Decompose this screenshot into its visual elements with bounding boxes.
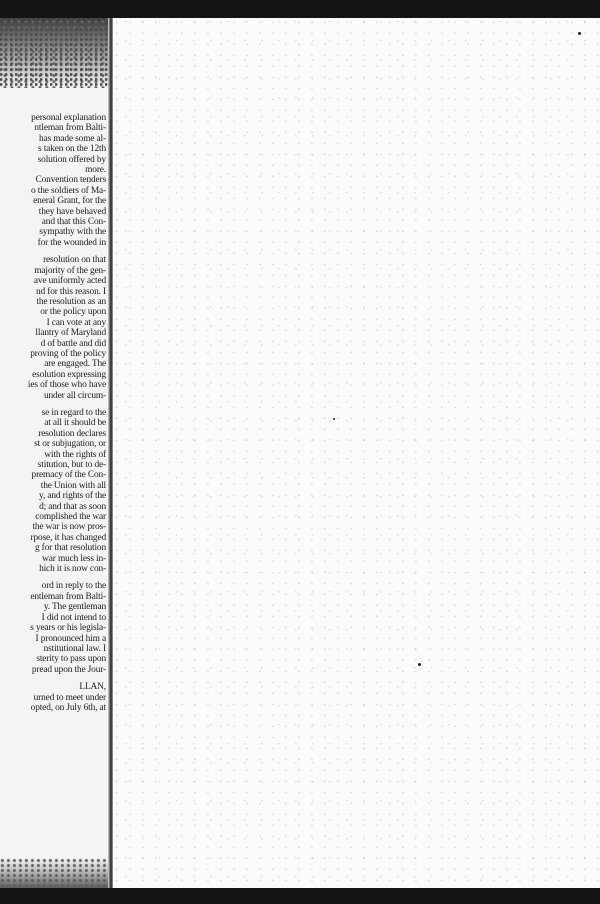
text-line: g for that resolution <box>34 543 106 554</box>
text-line: they have behaved <box>38 206 106 217</box>
paragraph-gap <box>0 675 106 682</box>
text-line: proving of the policy <box>30 348 106 359</box>
text-line: rpose, it has changed <box>30 532 106 543</box>
left-page-strip <box>0 18 110 888</box>
text-line: has made some al- <box>39 133 106 144</box>
text-line: pread upon the Jour- <box>31 664 106 675</box>
text-line: entleman from Balti- <box>30 591 106 602</box>
text-line: d; and that as soon <box>39 501 106 512</box>
text-line: the war is now pros- <box>32 522 106 533</box>
text-line: sympathy with the <box>39 227 106 238</box>
text-line: resolution declares <box>38 428 106 439</box>
text-line: d of battle and did <box>40 338 106 349</box>
text-line: ntleman from Balti- <box>34 123 106 134</box>
text-line: majority of the gen- <box>34 265 106 276</box>
text-line: resolution on that <box>43 255 106 266</box>
ink-speck <box>333 418 335 420</box>
text-line: sterity to pass upon <box>36 654 106 665</box>
paragraph-gap <box>0 574 106 581</box>
text-line: war much less in- <box>42 553 106 564</box>
scan-noise-top <box>0 18 110 88</box>
text-line: urned to meet under <box>33 692 106 703</box>
blank-right-page <box>113 18 600 888</box>
text-line: s taken on the 12th <box>38 144 106 155</box>
text-line: ord in reply to the <box>41 581 106 592</box>
paragraph-gap <box>0 401 106 408</box>
text-line: are engaged. The <box>44 359 106 370</box>
text-line: at all it should be <box>44 418 106 429</box>
text-line: hich it is now con- <box>39 564 106 575</box>
paragraph-gap <box>0 248 106 255</box>
ink-speck <box>578 32 581 35</box>
text-line: more. <box>85 165 106 176</box>
text-line: and that this Con- <box>41 217 106 228</box>
text-line: llantry of Maryland <box>35 328 106 339</box>
text-line: for the wounded in <box>37 237 106 248</box>
text-line: the Union with all <box>40 480 106 491</box>
text-line: esolution expressing <box>32 369 106 380</box>
text-line: se in regard to the <box>41 407 106 418</box>
scan-noise-bottom <box>0 858 110 888</box>
text-line: or the policy upon <box>40 307 106 318</box>
text-line: under all circum- <box>43 390 106 401</box>
newspaper-text-column <box>0 113 106 713</box>
text-line: y, and rights of the <box>39 491 106 502</box>
text-line: solution offered by <box>37 154 106 165</box>
text-line: with the rights of <box>44 449 106 460</box>
text-line: o the soldiers of Ma- <box>31 185 106 196</box>
text-line: complished the war <box>35 512 106 523</box>
text-line: st or subjugation, or <box>34 439 106 450</box>
text-line: I pronounced him a <box>35 633 106 644</box>
text-line: Convention tenders <box>35 175 106 186</box>
text-line: ies of those who have <box>27 380 106 391</box>
text-line: nd for this reason. I <box>35 286 106 297</box>
text-line: eneral Grant, for the <box>33 196 106 207</box>
text-line: I can vote at any <box>46 317 106 328</box>
text-line: LLAN, <box>79 682 106 693</box>
text-line: ave uniformly acted <box>33 276 106 287</box>
text-line: nstitutional law. I <box>43 643 106 654</box>
ink-speck <box>418 663 421 666</box>
text-line: I did not intend to <box>41 612 106 623</box>
text-line: personal explanation <box>31 113 106 123</box>
text-line: y. The gentleman <box>43 602 106 613</box>
text-line: premacy of the Con- <box>31 470 106 481</box>
text-line: stitution, but to de- <box>37 460 106 470</box>
text-line: the resolution as an <box>36 296 106 307</box>
text-line: opted, on July 6th, at <box>30 702 106 713</box>
text-line: s years or his legisla- <box>30 623 106 634</box>
